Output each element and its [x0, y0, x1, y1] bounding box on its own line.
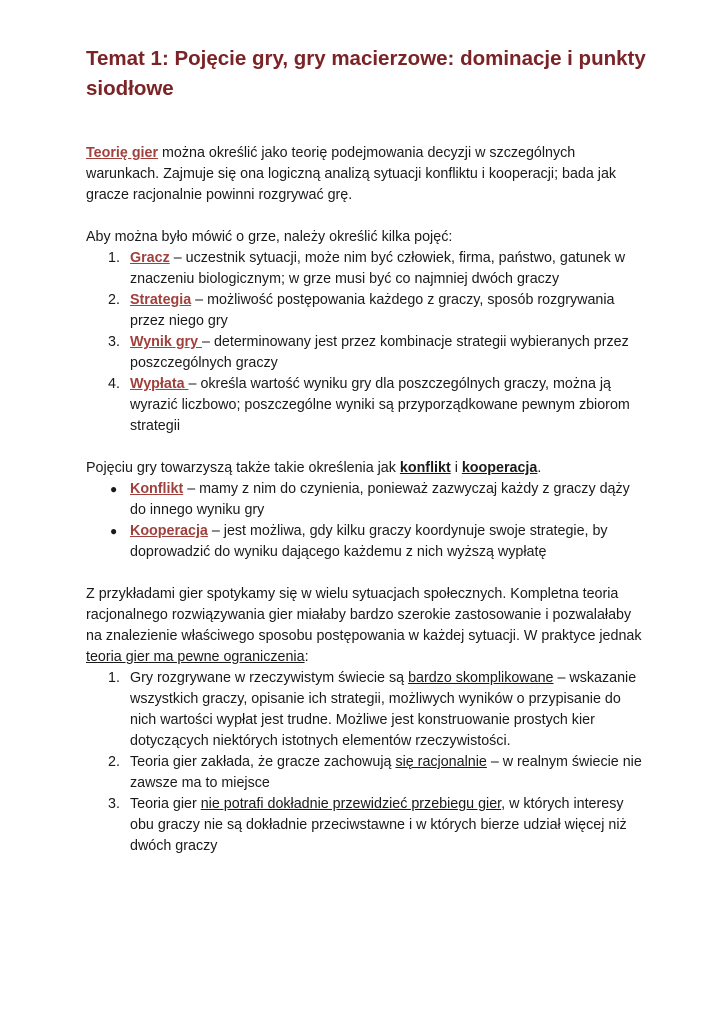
concept-text: – określa wartość wyniku gry dla poszczególnych graczy, można ją wyrazić liczbowo; poszczególne wyniki są przyporządkowane pewnym zbiorom strategii [130, 376, 630, 434]
concept-item-strategia [86, 290, 648, 332]
concept-item-gracz [86, 248, 648, 290]
list-number: 1. [108, 250, 120, 266]
limits-section [86, 584, 648, 857]
relation-text: – mamy z nim do czynienia, ponieważ zazwyczaj każdy z graczy dąży do innego wyniku gry [130, 481, 630, 518]
document-title: Temat 1: Pojęcie gry, gry macierzowe: dominacje i punkty siodłowe [86, 47, 646, 100]
relation-item-konflikt [86, 479, 648, 521]
limit-text-underlined: bardzo skomplikowane [408, 670, 554, 686]
concept-term: Wypłata [130, 376, 189, 392]
bullet-icon: ● [110, 482, 118, 496]
limit-item-3 [86, 794, 648, 857]
concept-item-wynik-gry [86, 332, 648, 374]
limits-lead-underlined: teoria gier ma pewne ograniczenia [86, 649, 305, 665]
limit-text-post: , w których interesy obu graczy nie są dokładnie przeciwstawne i w których bierze udział więcej niż dwóch graczy [130, 796, 627, 854]
concept-text: – determinowany jest przez kombinacje strategii wybieranych przez poszczególnych graczy [130, 334, 629, 371]
list-number: 3. [108, 796, 120, 812]
document-page [86, 44, 648, 857]
list-number: 2. [108, 292, 120, 308]
list-number: 4. [108, 376, 120, 392]
limit-text-pre: Teoria gier zakłada, że gracze zachowują [130, 754, 396, 770]
limit-text-underlined: się racjonalnie [395, 754, 487, 770]
limits-lead-post: : [304, 649, 309, 665]
relations-lead-post: . [537, 460, 542, 476]
concept-text: – możliwość postępowania każdego z graczy, sposób rozgrywania przez niego gry [130, 292, 615, 329]
intro-paragraph [86, 143, 648, 206]
list-number: 2. [108, 754, 120, 770]
concept-item-wyplata [86, 374, 648, 437]
limit-text-post: – w realnym świecie nie zawsze ma to miejsce [130, 754, 642, 791]
relations-section [86, 458, 648, 563]
relation-term: Konflikt [130, 481, 184, 497]
concepts-list [86, 248, 648, 437]
limits-lead [86, 584, 648, 668]
limits-lead-pre: Z przykładami gier spotykamy się w wielu sytuacjach społecznych. Kompletna teoria racjonalnego rozwiązywania gier miałaby bardzo szerokie zastosowanie i pozwalałaby na znalezienie właściwego sposobu postępowania w każdej sytuacji. W praktyce jednak [86, 586, 642, 644]
limit-item-2 [86, 752, 648, 794]
limit-text-post: – wskazanie wszystkich graczy, opisanie ich strategii, możliwych wyników o przypisanie do nich wartości wypłat jest trudne. Możliwe jest konstruowanie prostych kier dotyczących niektórych istotnych elementów rzeczywistości. [130, 670, 637, 749]
concepts-lead: Aby można było mówić o grze, należy określić kilka pojęć: [86, 229, 453, 245]
keyword-konflikt: konflikt [399, 460, 451, 476]
list-number: 3. [108, 334, 120, 350]
concept-term: Wynik gry [130, 334, 203, 350]
relations-lead-pre: Pojęciu gry towarzyszą także takie określenia jak [86, 460, 400, 476]
relation-item-kooperacja [86, 521, 648, 563]
limit-text-pre: Gry rozgrywane w rzeczywistym świecie są [130, 670, 409, 686]
relations-list [86, 479, 648, 563]
intro-term: Teorię gier [86, 145, 159, 161]
concept-term: Strategia [130, 292, 192, 308]
intro-text: można określić jako teorię podejmowania decyzji w szczególnych warunkach. Zajmuje się ona logiczną analizą sytuacji konfliktu i kooperacji; bada jak gracze racjonalnie powinni rozgrywać grę. [86, 145, 617, 203]
relation-text: – jest możliwa, gdy kilku graczy koordynuje swoje strategie, by doprowadzić do wyniku dającego każdemu z nich wyższą wypłatę [130, 523, 608, 560]
concepts-section [86, 227, 648, 437]
limit-item-1 [86, 668, 648, 752]
concept-text: – uczestnik sytuacji, może nim być człowiek, firma, państwo, gatunek w znaczeniu biologicznym; w grze musi być co najmniej dwóch graczy [130, 250, 626, 287]
relation-term: Kooperacja [130, 523, 208, 539]
relations-lead-mid: i [450, 460, 462, 476]
relations-lead [86, 458, 648, 479]
keyword-kooperacja: kooperacja [461, 460, 538, 476]
limit-text-underlined: nie potrafi dokładnie przewidzieć przebiegu gier [200, 796, 502, 812]
limits-list [86, 668, 648, 857]
concept-term: Gracz [130, 250, 170, 266]
limit-text-pre: Teoria gier [130, 796, 201, 812]
bullet-icon: ● [110, 524, 118, 538]
list-number: 1. [108, 670, 120, 686]
